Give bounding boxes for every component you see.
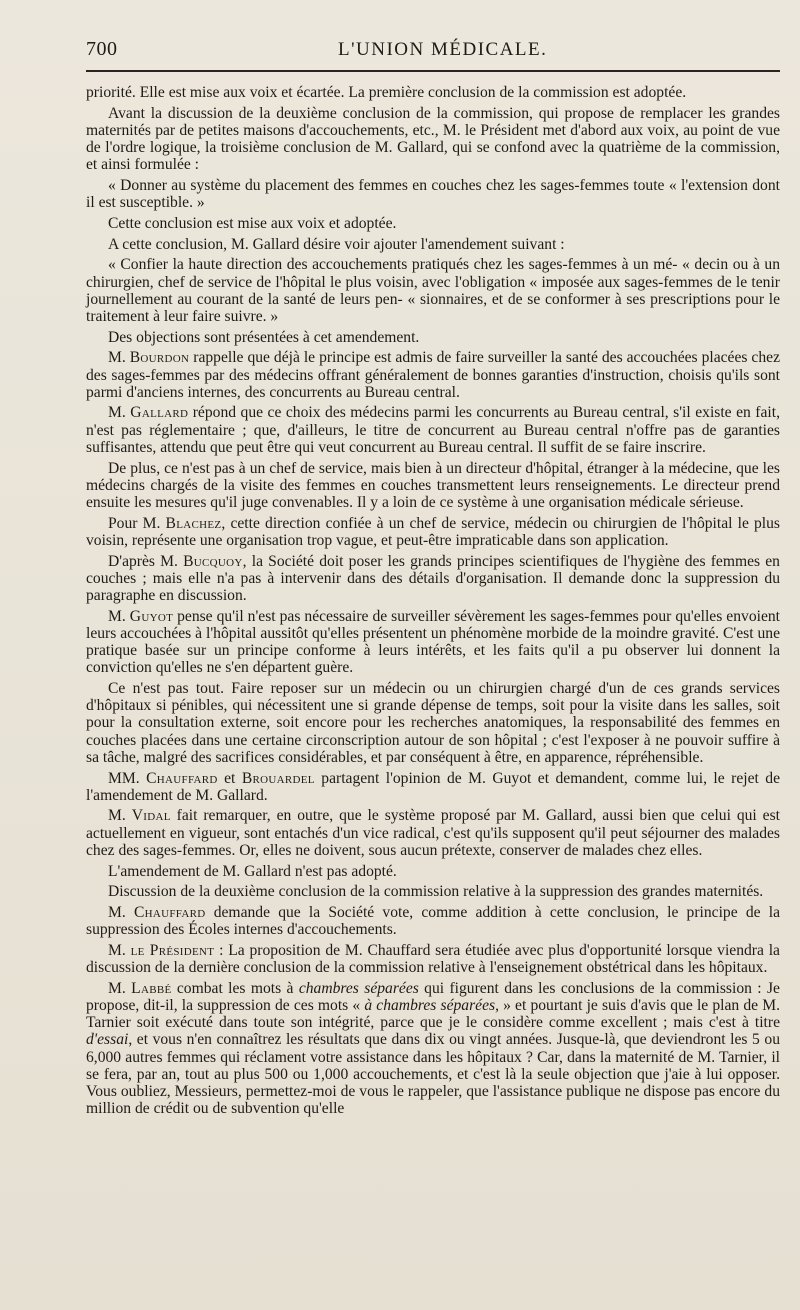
running-head: [86, 38, 780, 68]
paragraph: [86, 942, 780, 976]
paragraph-text: , et vous n'en connaîtrez les résultats que dans dix ou vingt années. Jusque-là, que deviendront les 5 ou 6,000 autres femmes qui réclament votre assistance dans les hôpitaux ? Car, dans la maternité de M. Tarnier, il se fera, par an, tout au plus 500 ou 1,000 accouchements, et c'est là la seule objection que j'aie à lui opposer. Vous oubliez, Messieurs, permettez-moi de vous le rappeler, que l'assistance publique ne dispose pas encore du million de crédit ou de subvention qu'elle: [86, 1031, 780, 1118]
emphasis-text: d'essai: [86, 1031, 129, 1049]
paragraph: [86, 329, 780, 346]
emphasis-text: à chambres séparées: [364, 996, 496, 1014]
paragraph-text: , cette direction confiée à un chef de service, médecin ou chirurgien de l'hôpital le plus voisin, représente une organisation trop vague, et peut-être impraticable dans son application.: [86, 514, 781, 549]
paragraph-text: M.: [108, 807, 132, 825]
speaker-name: Bucquoy: [183, 552, 243, 570]
speaker-name: Guyot: [129, 607, 174, 625]
speaker-name: Chauffard: [133, 903, 206, 921]
body-text: [86, 84, 780, 1117]
speaker-name: Gallard: [130, 404, 189, 422]
paragraph: [86, 236, 780, 253]
paragraph-text: D'après M.: [108, 552, 184, 570]
speaker-name: Bourdon: [129, 349, 190, 367]
paragraph-text: demande que la Société vote, comme addition à cette conclusion, le principe de la suppression des Écoles internes d'accouchements.: [86, 903, 780, 939]
paragraph-text: M.: [108, 903, 134, 921]
paragraph-text: M.: [108, 404, 131, 422]
paragraph: [86, 553, 780, 605]
paragraph-text: M.: [108, 349, 130, 367]
paragraph-text: A cette conclusion, M. Gallard désire voir ajouter l'amendement suivant :: [108, 235, 565, 253]
paragraph-text: , la Société doit poser les grands principes scientifiques de l'hygiène des femmes en couches ; mais elle n'a pas à intervenir dans des détails d'organisation. Il demande donc la suppression du paragraphe en discussion.: [86, 552, 780, 604]
paragraph: [86, 807, 780, 859]
paragraph: [86, 215, 780, 232]
paragraph-text: De plus, ce n'est pas à un chef de service, mais bien à un directeur d'hôpital, étranger à la médecine, que les médecins chargés de la visite des femmes en couches transmettent leurs renseignements. Le directeur prend ensuite les mesures qu'il juge convenables. Il y a loin de ce système à une organisation médicale sérieuse.: [86, 459, 780, 511]
paragraph-text: Pour M.: [108, 514, 166, 532]
paragraph-text: rappelle que déjà le principe est admis de faire surveiller la santé des accouchées placées chez des sages-femmes par des médecins offrant généralement de bonnes garanties d'instruction, choisis qu'ils sont parmi d'anciens internes, des concurrents au Bureau central.: [86, 349, 780, 401]
speaker-name: Vidal: [131, 807, 171, 825]
paragraph-text: Ce n'est pas tout. Faire reposer sur un médecin ou un chirurgien chargé d'un de ces grands services d'hôpitaux si pénibles, qui nécessitent une si grande dépense de temps, soit pour la visite dans les salles, soit pour la consultation externe, soit encore pour les recherches anatomiques, la responsabilité des femmes en couches placées dans une certaine circonscription autour de son hôpital ; c'est l'exposer à ne pouvoir suffire à sa tâche, malgré des sacrifices considérables, et par conséquent à être, en apparence, répréhensible.: [86, 680, 780, 766]
paragraph: [86, 904, 780, 938]
paragraph-text: pense qu'il n'est pas nécessaire de surveiller sévèrement les sages-femmes pour qu'elles envoient leurs accouchées à l'hôpital aussitôt qu'elles présentent un phénomène morbide de la moindre gravité. C'est une pratique basée sur un principe conforme à leurs intérêts, et les faits qu'il a pu observer lui donnent la conviction qu'elles ne s'en départent guère.: [86, 607, 780, 677]
paragraph: [86, 515, 780, 549]
paragraph: [86, 404, 780, 456]
emphasis-text: chambres séparées: [298, 979, 419, 997]
speaker-name: Brouardel: [241, 769, 315, 787]
speaker-name: Blachez: [165, 514, 222, 532]
paragraph-text: L'amendement de M. Gallard n'est pas adopté.: [108, 862, 397, 880]
paragraph: [86, 863, 780, 880]
paragraph-text: M.: [108, 607, 130, 625]
paragraph-text: « Donner au système du placement des femmes en couches chez les sages-femmes toute « l'extension dont il est susceptible. »: [86, 177, 780, 212]
paragraph-text: qui figurent dans les conclusions de la commission : Je propose, dit-il, la suppression de ces mots «: [86, 979, 780, 1014]
paragraph: [86, 256, 780, 325]
page-number: 700: [86, 38, 118, 60]
paragraph-text: Discussion de la deuxième conclusion de la commission relative à la suppression des grandes maternités.: [108, 883, 764, 901]
paragraph-text: et: [217, 769, 242, 787]
paragraph-text: , » et pourtant je suis d'avis que le plan de M. Tarnier soit exécuté dans toute son intégrité, parce que je le considère comme excellent ; mais c'est à titre: [86, 996, 780, 1032]
paragraph: [86, 680, 780, 766]
header-rule: [86, 70, 780, 72]
paragraph: [86, 770, 780, 804]
paragraph-text: priorité. Elle est mise aux voix et écartée. La première conclusion de la commission est adoptée.: [86, 84, 687, 101]
paragraph-text: M.: [108, 979, 132, 997]
paragraph: [86, 177, 780, 211]
paragraph-text: Cette conclusion est mise aux voix et adoptée.: [108, 214, 397, 232]
speaker-name: Chauffard: [146, 769, 218, 787]
paragraph: [86, 460, 780, 512]
paragraph-text: M.: [108, 941, 131, 959]
paragraph: [86, 349, 780, 401]
paragraph-text: fait remarquer, en outre, que le système proposé par M. Gallard, aussi bien que celui qui est actuellement en vigueur, sont entachés d'un vice radical, c'est qu'ils supposent qu'il peut séjourner des malades chez des sages-femmes. Or, elles ne doivent, sous aucun prétexte, conserver de malades chez elles.: [86, 807, 780, 859]
paragraph-text: partagent l'opinion de M. Guyot et demandent, comme lui, le rejet de l'amendement de M. Gallard.: [86, 769, 780, 804]
journal-title: L'UNION MÉDICALE.: [338, 39, 548, 60]
paragraph-text: répond que ce choix des médecins parmi les concurrents au Bureau central, s'il existe en fait, n'est pas réglementaire ; que, d'ailleurs, le titre de concurrent au Bureau central n'offre pas de garanties suffisantes, attendu que peut être qui veut concurrent au Bureau central. Il suffit de se faire inscrire.: [86, 404, 780, 456]
paragraph-text: MM.: [108, 769, 147, 787]
paragraph: [86, 105, 780, 174]
speaker-name: Labbé: [131, 979, 172, 997]
paragraph: [86, 608, 780, 677]
paragraph-text: « Confier la haute direction des accouchements pratiqués chez les sages-femmes à un mé- « decin ou à un chirurgien, chef de service de l'hôpital le plus voisin, avec l'obligation « imposée aux sages-femmes de le tenir journellement au courant de la santé de leurs pen- « sionnaires, et de se conformer à ses prescriptions pour le traitement à leur faire suivre. »: [86, 256, 780, 325]
paragraph-text: : La proposition de M. Chauffard sera étudiée avec plus d'opportunité lorsque viendra la discussion de la dernière conclusion de la commission relative à l'enseignement obstétrical dans les hôpitaux.: [86, 941, 780, 977]
speaker-name: le Président: [130, 941, 215, 959]
paragraph: [86, 883, 780, 900]
paragraph-text: Des objections sont présentées à cet amendement.: [108, 328, 420, 346]
paragraph-text: Avant la discussion de la deuxième conclusion de la commission, qui propose de remplacer les grandes maternités par de petites maisons d'accouchements, etc., M. le Président met d'abord aux voix, au point de vue de l'ordre logique, la troisième conclusion de M. Gallard, qui se confond avec la quatrième de la commission, et ainsi formulée :: [86, 104, 780, 174]
paragraph: [86, 84, 780, 101]
paragraph-text: combat les mots à: [171, 979, 299, 997]
paragraph: [86, 980, 780, 1118]
